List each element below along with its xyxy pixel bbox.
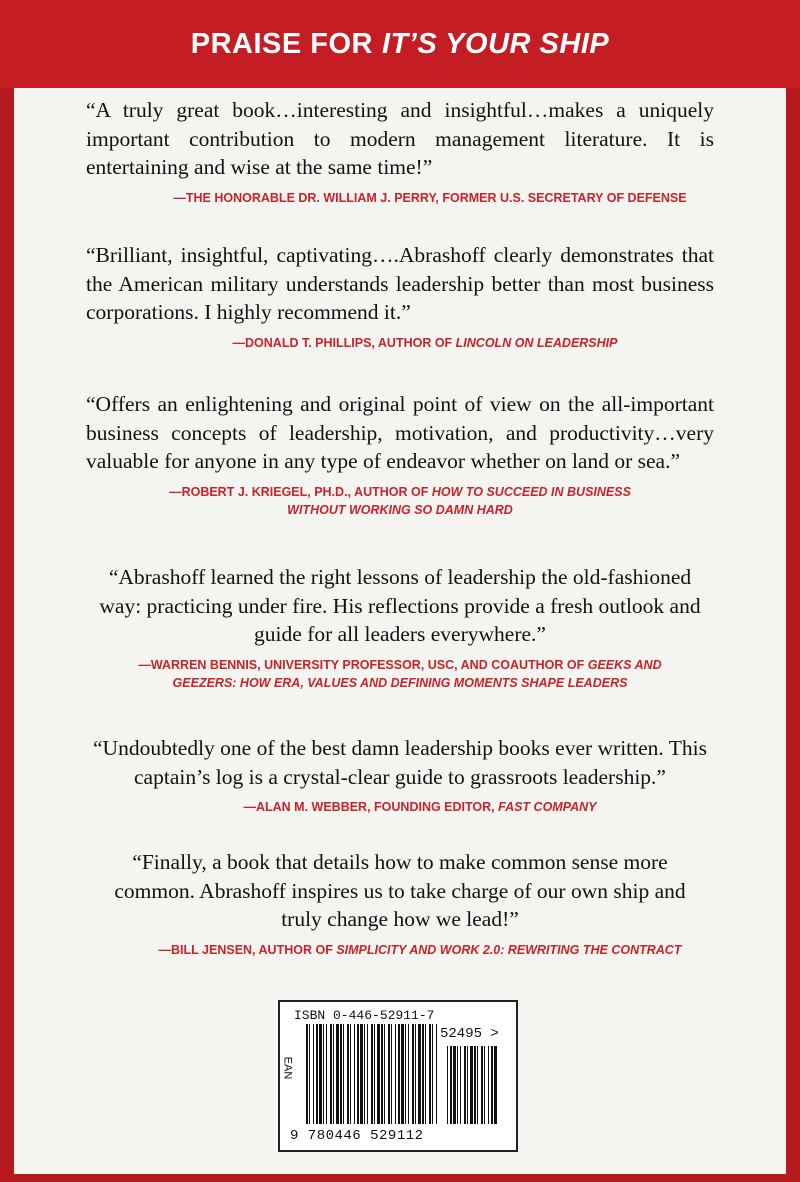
barcode-stripe <box>367 1024 368 1124</box>
blurb-quote: “Brilliant, insightful, captivating….Abrashoff clearly demonstrates that the American military understands leadership better than most business corporations. I highly recommend it.” <box>86 243 714 324</box>
addon-stripe <box>457 1046 458 1124</box>
barcode-stripe <box>408 1024 409 1124</box>
attribution-book: SIMPLICITY AND WORK 2.0: REWRITING THE CONTRACT <box>336 942 682 957</box>
barcode-stripe <box>381 1024 383 1124</box>
addon-stripe <box>494 1046 497 1124</box>
addon-stripe <box>450 1046 452 1124</box>
blurb-attribution <box>14 941 786 959</box>
barcode-stripe <box>436 1024 437 1124</box>
addon-stripe <box>447 1046 448 1124</box>
barcode-stripe <box>422 1024 424 1124</box>
ean-digits: 9 780446 529112 <box>290 1128 424 1144</box>
blurb-3 <box>14 390 786 519</box>
addon-stripe <box>467 1046 468 1124</box>
blurb-quote: “Abrashoff learned the right lessons of leadership the old-fashioned way: practicing under fire. His reflections provide a fresh outlook and guide for all leaders everywhere.” <box>99 565 701 646</box>
barcode-stripe <box>371 1024 373 1124</box>
barcode-stripe <box>418 1024 421 1124</box>
addon-stripe <box>491 1046 493 1124</box>
blurb-attribution <box>14 798 786 816</box>
barcode-stripe <box>354 1024 355 1124</box>
addon-stripe <box>488 1046 489 1124</box>
attribution-book: GEEKS AND GEEZERS: HOW ERA, VALUES AND DEFINING MOMENTS SHAPE LEADERS <box>172 657 662 690</box>
addon-stripe <box>481 1046 483 1124</box>
attribution-text: —BILL JENSEN, AUTHOR OF <box>158 942 333 957</box>
attribution-text: —DONALD T. PHILLIPS, AUTHOR OF <box>232 335 453 350</box>
barcode-stripe <box>360 1024 363 1124</box>
barcode-stripe <box>347 1024 349 1124</box>
blurb-quote: “Finally, a book that details how to make common sense more common. Abrashoff inspires us to take charge of our own ship and truly change how we lead!” <box>114 850 686 931</box>
addon-stripe <box>484 1046 485 1124</box>
blurb-attribution <box>14 483 786 519</box>
barcode-stripe <box>377 1024 380 1124</box>
barcode-stripe <box>343 1024 344 1124</box>
blurb-attribution <box>14 189 786 207</box>
barcode-stripe <box>306 1024 308 1124</box>
addon-stripe <box>453 1046 456 1124</box>
blurb-4 <box>14 563 786 692</box>
attribution-text: —ALAN M. WEBBER, FOUNDING EDITOR, <box>243 800 495 814</box>
barcode-stripe <box>309 1024 310 1124</box>
attribution-text: —WARREN BENNIS, UNIVERSITY PROFESSOR, USC, AND COAUTHOR OF <box>138 657 585 672</box>
blurb-quote: “A truly great book…interesting and insightful…makes a uniquely important contribution to modern management literature. It is entertaining and wise at the same time!” <box>86 98 714 179</box>
blurb-6 <box>14 848 786 959</box>
attribution-book: FAST COMPANY <box>498 800 597 814</box>
barcode-stripe <box>357 1024 359 1124</box>
barcode-stripe <box>391 1024 392 1124</box>
barcode-stripe <box>374 1024 375 1124</box>
blurb-attribution <box>14 656 786 692</box>
barcode-stripe <box>395 1024 396 1124</box>
barcode-stripe <box>388 1024 390 1124</box>
isbn-number: ISBN 0-446-52911-7 <box>294 1008 435 1023</box>
blurb-1 <box>14 96 786 207</box>
blurb-5 <box>14 734 786 816</box>
blurb-attribution <box>14 334 786 352</box>
barcode-stripe <box>425 1024 426 1124</box>
addon-stripe <box>470 1046 473 1124</box>
banner-prefix: PRAISE FOR <box>190 27 373 60</box>
blurb-quote: “Offers an enlightening and original point of view on the all-important business concepts of leadership, motivation, and productivity…very valuable for anyone in any type of endeavor whether on land or sea.” <box>86 392 714 473</box>
attribution-book: HOW TO SUCCEED IN BUSINESS WITHOUT WORKING SO DAMN HARD <box>287 484 631 517</box>
barcode-box <box>278 1000 518 1152</box>
addon-stripe <box>460 1046 461 1124</box>
ean-label: EAN <box>281 1056 294 1080</box>
barcode-stripe <box>333 1024 334 1124</box>
barcode-stripe <box>336 1024 339 1124</box>
barcode-stripe <box>340 1024 342 1124</box>
barcode-stripe <box>350 1024 351 1124</box>
addon-stripe <box>464 1046 466 1124</box>
blurb-2 <box>14 241 786 352</box>
barcode-stripe <box>319 1024 322 1124</box>
barcode-stripe <box>401 1024 404 1124</box>
blurb-quote: “Undoubtedly one of the best damn leadership books ever written. This captain’s log is a crystal-clear guide to grassroots leadership.” <box>93 736 707 789</box>
barcode-stripe <box>412 1024 414 1124</box>
barcode-stripe <box>432 1024 433 1124</box>
barcode-stripe <box>398 1024 400 1124</box>
barcode-stripe <box>330 1024 332 1124</box>
banner-title: IT’S YOUR SHIP <box>382 27 610 60</box>
addon-stripe <box>474 1046 476 1124</box>
barcode-stripe <box>323 1024 324 1124</box>
attribution-text: —THE HONORABLE DR. WILLIAM J. PERRY, FORMER U.S. SECRETARY OF DEFENSE <box>173 190 687 205</box>
barcode-stripe <box>384 1024 385 1124</box>
barcode-stripe <box>405 1024 406 1124</box>
attribution-book: LINCOLN ON LEADERSHIP <box>455 335 618 350</box>
barcode-stripe <box>429 1024 431 1124</box>
price-addon: 52495 > <box>440 1026 499 1042</box>
barcode-stripe <box>316 1024 318 1124</box>
praise-banner <box>0 0 800 88</box>
barcode-stripe <box>313 1024 314 1124</box>
addon-stripe <box>477 1046 478 1124</box>
barcode-stripe <box>364 1024 365 1124</box>
barcode-stripe <box>326 1024 327 1124</box>
attribution-text: —ROBERT J. KRIEGEL, PH.D., AUTHOR OF <box>169 484 429 499</box>
barcode-bars <box>302 1024 502 1126</box>
barcode-stripe <box>415 1024 416 1124</box>
